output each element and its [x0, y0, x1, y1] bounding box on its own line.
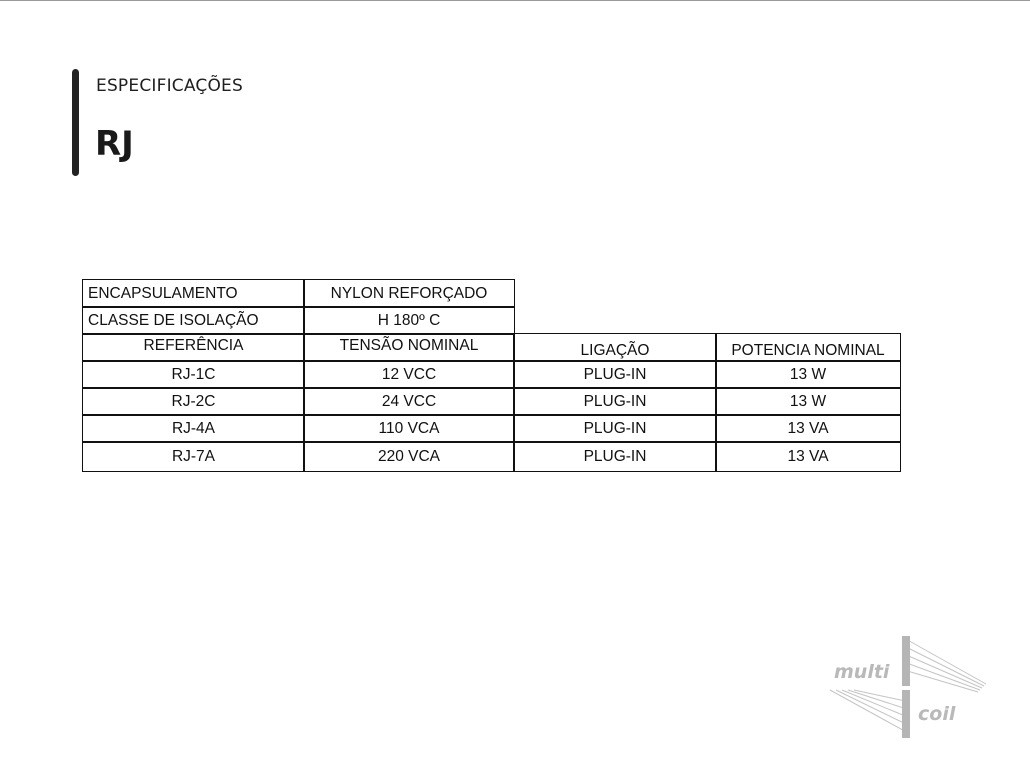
table-cell-ligacao: PLUG-IN: [513, 414, 717, 443]
column-header-referencia: REFERÊNCIA: [82, 333, 305, 362]
table-cell-ligacao: PLUG-IN: [513, 387, 717, 416]
table-cell-potencia: 13 VA: [715, 414, 901, 443]
table-cell-tensao: 24 VCC: [303, 387, 515, 416]
table-cell-referencia: RJ-7A: [82, 441, 305, 472]
section-kicker: ESPECIFICAÇÕES: [96, 76, 243, 96]
svg-text:multi: multi: [834, 661, 890, 683]
table-cell-tensao: 220 VCA: [303, 441, 515, 472]
property-value: NYLON REFORÇADO: [303, 279, 515, 308]
page-title: RJ: [95, 124, 134, 164]
top-divider: [0, 0, 1030, 1]
svg-text:coil: coil: [918, 703, 956, 725]
table-cell-potencia: 13 W: [715, 387, 901, 416]
table-cell-referencia: RJ-1C: [82, 360, 305, 389]
table-cell-tensao: 12 VCC: [303, 360, 515, 389]
table-cell-referencia: RJ-2C: [82, 387, 305, 416]
table-cell-referencia: RJ-4A: [82, 414, 305, 443]
property-label: CLASSE DE ISOLAÇÃO: [82, 306, 305, 335]
table-cell-tensao: 110 VCA: [303, 414, 515, 443]
table-cell-ligacao: PLUG-IN: [513, 360, 717, 389]
column-header-ligacao: LIGAÇÃO: [513, 333, 717, 362]
column-header-tensao-nominal: TENSÃO NOMINAL: [303, 333, 515, 362]
property-label: ENCAPSULAMENTO: [82, 279, 305, 308]
table-cell-potencia: 13 VA: [715, 441, 901, 472]
spec-table: [82, 279, 901, 472]
title-accent-bar: [72, 69, 79, 176]
table-cell-ligacao: PLUG-IN: [513, 441, 717, 472]
column-header-potencia-nominal: POTENCIA NOMINAL: [715, 333, 901, 362]
multicoil-logo-mark: [826, 634, 990, 742]
property-value: H 180º C: [303, 306, 515, 335]
multicoil-logo: [826, 634, 990, 742]
table-cell-potencia: 13 W: [715, 360, 901, 389]
